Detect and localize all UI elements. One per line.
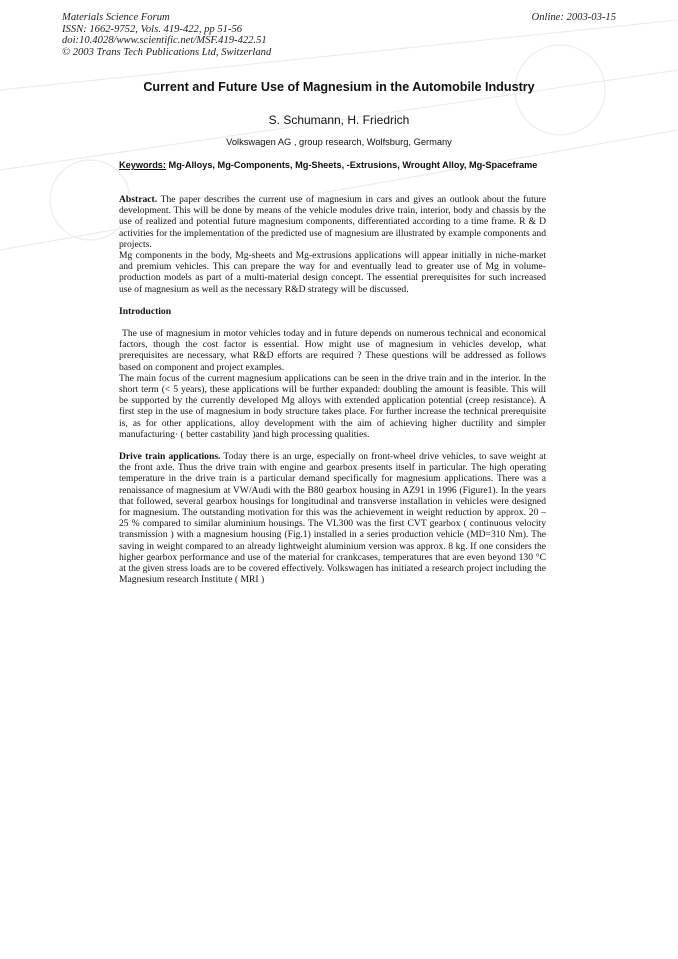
doi-link[interactable]: doi:10.4028/www.scientific.net/MSF.419-422.51 — [62, 35, 267, 47]
journal-name: Materials Science Forum — [62, 12, 170, 23]
issn-line: ISSN: 1662-9752, Vols. 419-422, pp 51-56 — [62, 23, 243, 35]
introduction-paragraph-2: The main focus of the current magnesium applications can be seen in the drive train and in the interior. In the short term (< 5 years), these applications will be further expanded: doubling the amount is feasible. This will be supported by the currently developed Mg alloys with extended application potential (creep resistance). A first step in the use of magnesium in body structure takes place. For further increase the technical prerequisite is, as for other applications, alloy development with the aim of achieving higher ductility and simpler manufacturing· ( better castability )and high processing qualities. — [119, 372, 546, 440]
introduction-paragraph-1: The use of magnesium in motor vehicles today and in future depends on numerous technical and economical factors, though the cost factor is essential. How might use of magnesium in vehicles develop, what prerequisites are necessary, what R&D efforts are required ? These questions will be addressed as follows based on component and project examples. — [119, 328, 546, 373]
paper-authors: S. Schumann, H. Friedrich — [268, 113, 410, 127]
online-date: Online: 2003-03-15 — [531, 12, 616, 23]
paper-title: Current and Future Use of Magnesium in the Automobile Industry — [143, 80, 535, 94]
paper-body — [119, 194, 546, 586]
drive-train-heading: Drive train applications. — [119, 451, 221, 463]
drive-train-paragraph — [119, 451, 546, 585]
abstract-paragraph-1 — [119, 194, 546, 250]
introduction-heading: Introduction — [119, 305, 172, 317]
journal-header — [62, 12, 271, 58]
keywords-text: Mg-Alloys, Mg-Components, Mg-Sheets, -Extrusions, Wrought Alloy, Mg-Spaceframe — [165, 160, 538, 170]
paper-affiliation: Volkswagen AG , group research, Wolfsburg, Germany — [226, 137, 452, 147]
abstract-paragraph-2: Mg components in the body, Mg-sheets and Mg-extrusions applications will appear initially in niche-market and premium vehicles. This can prepare the way for and eventually lead to greater use of Mg in volume-production models as part of a multi-material design concept. The essential prerequisites for such increased use of magnesium as well as the necessary R&D strategy will be discussed. — [119, 250, 546, 295]
abstract-text-1: The paper describes the current use of magnesium in cars and gives an outlook about the future development. This will be done by means of the vehicle modules drive train, interior, body and chassis by the use of realized and potential future magnesium components, differentiated according to a time frame. R & D activities for the implementation of the predicted use of magnesium are illustrated by example components and projects. — [119, 194, 546, 250]
keywords-block — [119, 160, 559, 171]
drive-train-text: Today there is an urge, especially on front-wheel drive vehicles, to save weight at the front axle. Thus the drive train with engine and gearbox presents itself in particular. The high operating temperature in the drive train is a particular demand specifically for magnesium applications. There was a renaissance of magnesium at VW/Audi with the B80 gearbox housing in AZ91 in 1996 (Figure1). In the years that followed, several gearbox housings for longitudinal and transverse installation in vehicles were designed for magnesium. The outstanding motivation for this was the achievement in weight reduction by approx. 20 – 25 % compared to similar aluminium housings. The VL300 was the first CVT gearbox ( continuous velocity transmission ) with a magnesium housing (Fig.1) installed in a series production vehicle (MD=310 Nm). The saving in weight compared to an already lightweight aluminium version was approx. 8 kg. If one considers the higher gearbox performance and use of the material for crankcases, temperatures that are even beyond 130 °C at the given stress loads are to be covered effectively. Volkswagen has initiated a research project including the Magnesium research Institute ( MRI ) — [119, 451, 546, 586]
abstract-label: Abstract. — [119, 194, 158, 205]
keywords-label: Keywords: — [119, 160, 166, 170]
copyright-line: © 2003 Trans Tech Publications Ltd, Switzerland — [62, 46, 272, 58]
